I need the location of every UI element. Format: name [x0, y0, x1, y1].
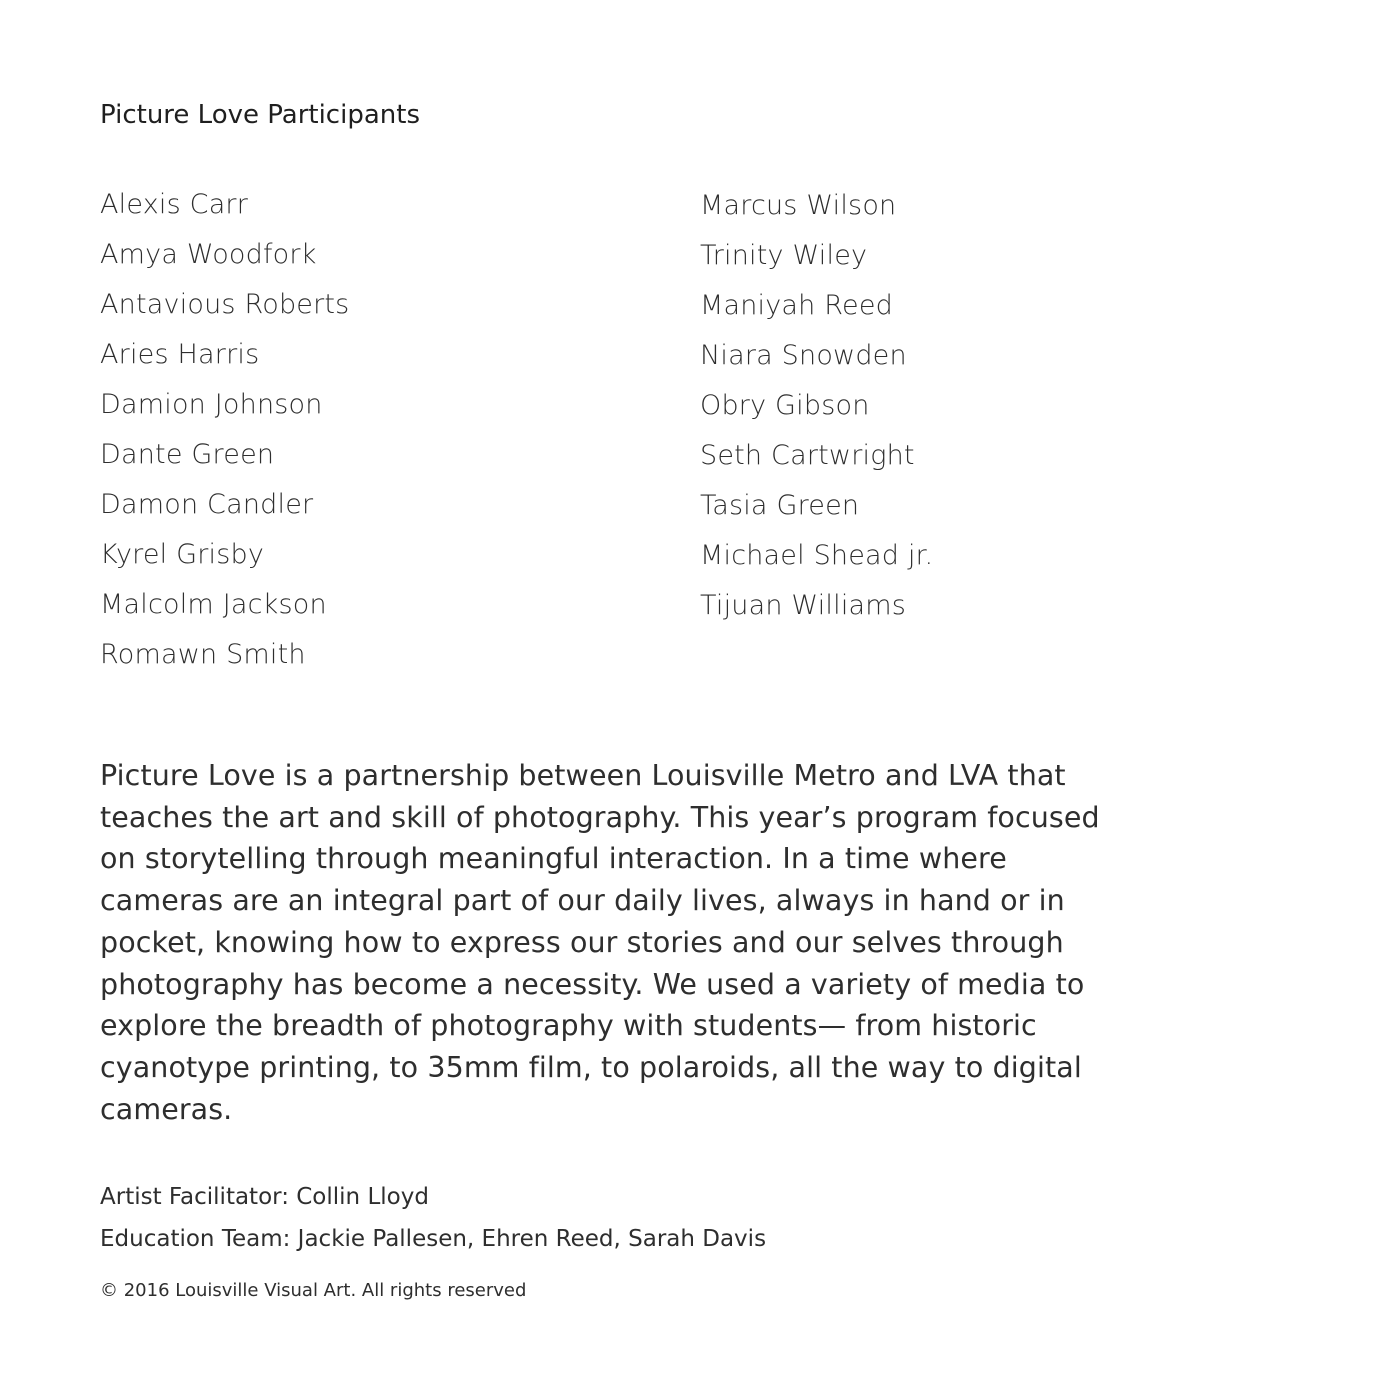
education-team: Education Team: Jackie Pallesen, Ehren Reed, Sarah Davis: [100, 1226, 767, 1252]
participant-name: Obry Gibson: [700, 390, 870, 421]
artist-facilitator: Artist Facilitator: Collin Lloyd: [100, 1184, 429, 1210]
participant-name: Trinity Wiley: [700, 240, 868, 271]
participant-name: Maniyah Reed: [700, 290, 893, 321]
participant-name: Damion Johnson: [100, 389, 323, 420]
participant-name: Michael Shead jr.: [700, 540, 934, 571]
participant-name: Alexis Carr: [100, 189, 249, 220]
credits: [100, 1176, 766, 1260]
participant-name: Seth Cartwright: [700, 440, 915, 471]
participant-name: Kyrel Grisby: [100, 539, 265, 570]
participant-name: Damon Candler: [100, 489, 314, 520]
participants-left-column: [100, 180, 349, 680]
participant-name: Romawn Smith: [100, 639, 306, 670]
page-title: Picture Love Participants: [100, 100, 420, 130]
participant-name: Tasia Green: [700, 490, 860, 521]
participant-name: Antavious Roberts: [100, 289, 350, 320]
participant-name: Amya Woodfork: [100, 239, 317, 270]
program-description: Picture Love is a partnership between Louisville Metro and LVA that teaches the art and skill of photography. This year’s program focused on storytelling through meaningful interaction. In a time where cameras are an integral part of our daily lives, always in hand or in pocket, knowing how to express our stories and our selves through photography has become a necessity. We used a variety of media to explore the breadth of photography with students— from historic cyanotype printing, to 35mm film, to polaroids, all the way to digital cameras.: [100, 759, 1100, 1126]
participant-name: Niara Snowden: [700, 340, 907, 371]
participant-name: Dante Green: [100, 439, 275, 470]
participant-name: Tijuan Williams: [700, 590, 907, 621]
copyright-notice: © 2016 Louisville Visual Art. All rights reserved: [100, 1280, 527, 1301]
participant-name: Malcolm Jackson: [100, 589, 327, 620]
participant-name: Aries Harris: [100, 339, 260, 370]
participant-name: Marcus Wilson: [700, 190, 897, 221]
participants-right-column: [700, 181, 933, 631]
